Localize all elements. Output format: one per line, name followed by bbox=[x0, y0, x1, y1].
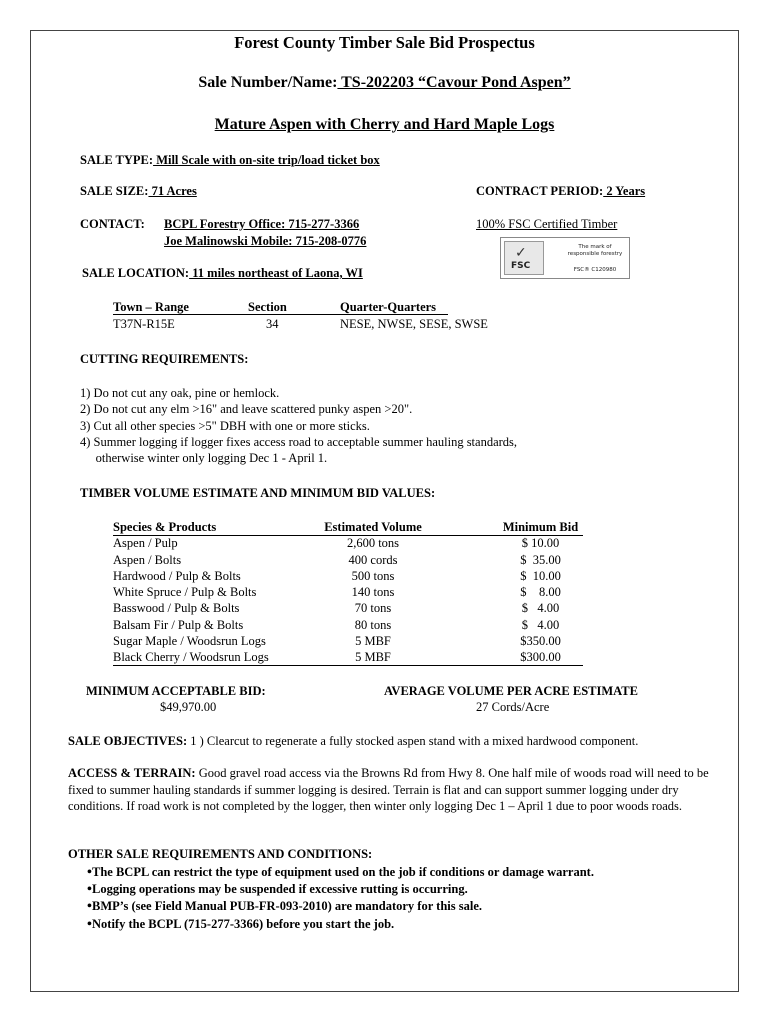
contract-period-label: CONTRACT PERIOD: bbox=[476, 184, 604, 198]
location-header-quarters: Quarter-Quarters bbox=[340, 300, 437, 314]
volume-cell: 80 tons bbox=[354, 617, 392, 632]
bid-cell: $350.00 bbox=[520, 634, 561, 649]
contract-period-value: 2 Years bbox=[603, 184, 646, 198]
avg-volume-value: 27 Cords/Acre bbox=[476, 700, 550, 714]
table-footer-rule bbox=[113, 665, 583, 666]
species-cell: Balsam Fir / Pulp & Bolts bbox=[113, 617, 244, 632]
species-cell: Black Cherry / Woodsrun Logs bbox=[113, 650, 269, 665]
list-item: 3) Cut all other species >5" DBH with one or more sticks. bbox=[80, 418, 370, 433]
volume-cell: 400 cords bbox=[348, 552, 398, 567]
table-header-row bbox=[113, 520, 583, 536]
bid-cell: $ 10.00 bbox=[520, 568, 561, 583]
location-town-range: T37N-R15E bbox=[113, 317, 175, 331]
min-bid-value: $49,970.00 bbox=[160, 700, 217, 714]
other-requirements-heading: OTHER SALE REQUIREMENTS AND CONDITIONS: bbox=[68, 847, 373, 861]
bid-cell: $ 35.00 bbox=[520, 552, 561, 567]
avg-volume-label: AVERAGE VOLUME PER ACRE ESTIMATE bbox=[384, 684, 638, 698]
sale-number-label: Sale Number/Name: bbox=[198, 74, 338, 91]
table-row bbox=[113, 536, 583, 552]
species-cell: Hardwood / Pulp & Bolts bbox=[113, 568, 241, 583]
sale-location-value: 11 miles northeast of Laona, WI bbox=[189, 266, 363, 280]
contact-line-2: Joe Malinowski Mobile: 715-208-0776 bbox=[164, 234, 367, 248]
sale-objectives-label: SALE OBJECTIVES: bbox=[68, 734, 188, 748]
list-item: 2) Do not cut any elm >16" and leave scattered punky aspen >20". bbox=[80, 402, 413, 417]
list-item bbox=[68, 916, 594, 933]
contract-period-line bbox=[476, 184, 645, 199]
volume-cell: 500 tons bbox=[351, 568, 395, 583]
bid-cell: $ 8.00 bbox=[520, 585, 561, 600]
table-header-species: Species & Products bbox=[113, 520, 217, 534]
sale-type-value: Mill Scale with on-site trip/load ticket box bbox=[153, 153, 380, 167]
table-row bbox=[113, 585, 583, 601]
min-bid-label: MINIMUM ACCEPTABLE BID: bbox=[86, 684, 266, 698]
table-row bbox=[113, 634, 583, 650]
sale-size-value: 71 Acres bbox=[148, 184, 197, 198]
cutting-heading: CUTTING REQUIREMENTS: bbox=[80, 352, 249, 366]
volume-heading: TIMBER VOLUME ESTIMATE AND MINIMUM BID VALUES: bbox=[80, 486, 436, 500]
sale-type-label: SALE TYPE: bbox=[80, 153, 154, 167]
access-terrain-text: Good gravel road access via the Browns Rd from Hwy 8. One half mile of woods road will need to be fixed to summer hauling standards if summer logging is desired. Terrain is flat and can support summer logging under dry conditions. If road work is not completed by the logger, then winter only logging Dec 1 – April 1 due to poor woods roads. bbox=[68, 766, 709, 813]
other-requirements-list bbox=[68, 864, 594, 933]
fsc-logo-text: FSC bbox=[511, 261, 531, 271]
contact-label: CONTACT: bbox=[80, 217, 145, 231]
sale-objectives bbox=[68, 733, 736, 750]
species-cell: White Spruce / Pulp & Bolts bbox=[113, 585, 257, 600]
fsc-tagline: The mark of responsible forestry bbox=[567, 244, 623, 257]
list-item-text: Notify the BCPL (715-277-3366) before you start the job. bbox=[92, 916, 395, 931]
tree-icon: ✓ bbox=[515, 245, 527, 261]
sale-location-label: SALE LOCATION: bbox=[82, 266, 190, 280]
table-row bbox=[113, 601, 583, 617]
list-item bbox=[68, 881, 594, 898]
fsc-tree-mark bbox=[504, 241, 544, 275]
location-quarters: NESE, NWSE, SESE, SWSE bbox=[340, 317, 488, 331]
list-item: 1) Do not cut any oak, pine or hemlock. bbox=[80, 386, 280, 400]
volume-cell: 5 MBF bbox=[355, 650, 391, 665]
fsc-logo bbox=[500, 237, 630, 279]
page-subtitle: Mature Aspen with Cherry and Hard Maple Logs bbox=[214, 116, 555, 133]
species-cell: Aspen / Pulp bbox=[113, 536, 178, 551]
sale-size-line bbox=[80, 184, 197, 199]
bid-cell: $ 10.00 bbox=[521, 536, 560, 551]
list-item: 4) Summer logging if logger fixes access road to acceptable summer hauling standards, bbox=[80, 434, 518, 449]
table-header-bid: Minimum Bid bbox=[502, 520, 579, 534]
list-item-text: BMP’s (see Field Manual PUB-FR-093-2010) are mandatory for this sale. bbox=[92, 899, 482, 914]
location-header-rule bbox=[113, 314, 448, 315]
access-terrain-label: ACCESS & TERRAIN: bbox=[68, 766, 196, 780]
fsc-code: FSC® C120980 bbox=[573, 267, 617, 273]
bid-cell: $ 4.00 bbox=[521, 617, 560, 632]
sale-objectives-text: 1 ) Clearcut to regenerate a fully stocked aspen stand with a mixed hardwood component. bbox=[187, 734, 639, 748]
list-item bbox=[68, 864, 594, 881]
bid-cell: $ 4.00 bbox=[521, 601, 560, 616]
volume-cell: 140 tons bbox=[351, 585, 395, 600]
cutting-list bbox=[80, 385, 517, 466]
list-item-text: The BCPL can restrict the type of equipment used on the job if conditions or damage warrant. bbox=[92, 865, 594, 879]
sale-location-line bbox=[82, 266, 363, 281]
contact-line-1: BCPL Forestry Office: 715-277-3366 bbox=[164, 217, 360, 231]
table-header-volume: Estimated Volume bbox=[324, 520, 422, 534]
list-item-text: Logging operations may be suspended if excessive rutting is occurring. bbox=[92, 882, 468, 897]
sale-type-line bbox=[80, 153, 380, 168]
volume-cell: 2,600 tons bbox=[346, 536, 400, 551]
list-item bbox=[68, 898, 594, 915]
page-title: Forest County Timber Sale Bid Prospectus bbox=[234, 33, 535, 52]
location-section: 34 bbox=[266, 317, 279, 331]
access-terrain bbox=[68, 765, 736, 815]
volume-table bbox=[113, 520, 583, 667]
species-cell: Basswood / Pulp & Bolts bbox=[113, 601, 240, 616]
sale-number-value: TS-202203 “Cavour Pond Aspen” bbox=[337, 74, 571, 91]
list-item: otherwise winter only logging Dec 1 - April 1. bbox=[80, 451, 328, 466]
species-cell: Aspen / Bolts bbox=[113, 552, 182, 567]
sale-size-label: SALE SIZE: bbox=[80, 184, 149, 198]
volume-cell: 70 tons bbox=[354, 601, 392, 616]
bid-cell: $300.00 bbox=[520, 650, 561, 665]
sale-number-line bbox=[30, 74, 739, 92]
location-header-town-range: Town – Range bbox=[113, 300, 189, 314]
fsc-certified-text: 100% FSC Certified Timber bbox=[476, 217, 618, 231]
table-row bbox=[113, 618, 583, 634]
table-row bbox=[113, 569, 583, 585]
volume-cell: 5 MBF bbox=[355, 634, 391, 649]
species-cell: Sugar Maple / Woodsrun Logs bbox=[113, 634, 266, 649]
location-header-section: Section bbox=[248, 300, 287, 314]
table-row bbox=[113, 553, 583, 569]
